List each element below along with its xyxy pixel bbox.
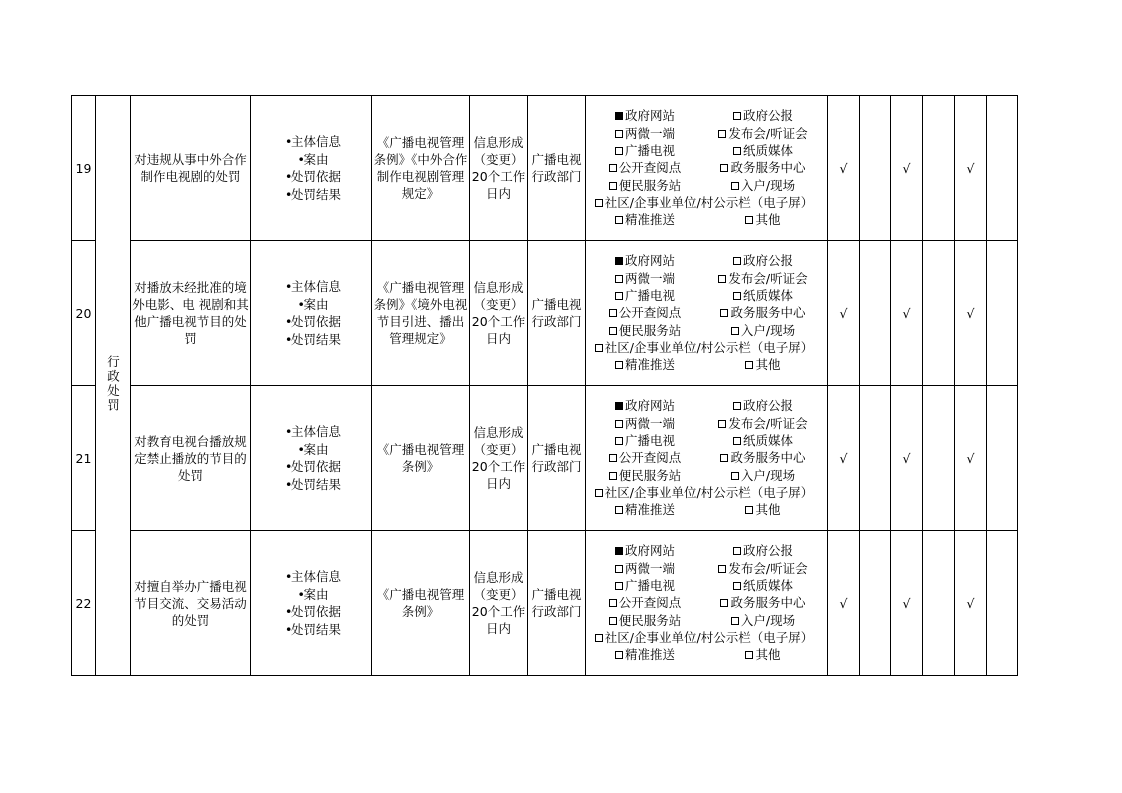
table-row: [72, 386, 1018, 531]
channel-option: [704, 125, 822, 142]
tick-cell: √: [891, 531, 923, 676]
channel-option-label: 政府网站: [624, 108, 675, 124]
table-body: [72, 96, 1018, 676]
content-cell: [251, 96, 372, 241]
content-list-item: [255, 603, 371, 621]
matter-cell: 对教育电视台播放规定禁止播放的节目的处罚: [131, 386, 251, 531]
content-cell: [251, 241, 372, 386]
channel-option: [586, 159, 704, 176]
basis-cell: 《广播电视管理条例》《中外合作制作电视剧管理规定》: [372, 96, 470, 241]
bullet-icon: •: [284, 134, 293, 149]
channel-cell: [586, 386, 828, 531]
channel-cell: [586, 531, 828, 676]
unchecked-box-icon: [615, 292, 623, 300]
unchecked-box-icon: [718, 565, 726, 573]
channel-option: [586, 484, 822, 501]
content-item-label: 处罚结果: [290, 186, 341, 202]
channel-option: [704, 177, 822, 194]
channel-option: [586, 177, 704, 194]
channel-option: [704, 397, 822, 414]
row-number-cell: 22: [72, 531, 96, 676]
content-list-item: [255, 423, 371, 441]
content-list-item: [255, 168, 371, 186]
channel-option-label: 社区/企事业单位/村公示栏（电子屏）: [604, 484, 814, 500]
channel-option: [704, 211, 822, 228]
channel-option-label: 广播电视: [624, 288, 675, 304]
content-list-item: [255, 313, 371, 331]
unchecked-box-icon: [733, 257, 741, 265]
time-limit-cell: 信息形成（变更）20个工作日内: [470, 531, 528, 676]
channel-option-label: 公开查阅点: [618, 305, 682, 321]
unchecked-box-icon: [615, 582, 623, 590]
content-list-item: [255, 568, 371, 586]
table-row: [72, 241, 1018, 386]
channel-option: [704, 322, 822, 339]
content-item-label: 处罚结果: [290, 331, 341, 347]
bullet-icon: •: [297, 296, 305, 312]
content-list-item: [255, 296, 371, 314]
channel-option: [586, 270, 704, 287]
channel-option: [704, 577, 822, 594]
channel-option: [586, 356, 704, 373]
channel-option-label: 发布会/听证会: [728, 125, 808, 141]
tick-cell: √: [955, 241, 987, 386]
content-list: [251, 423, 371, 493]
unchecked-box-icon: [745, 651, 753, 659]
channel-option: [704, 304, 822, 321]
unchecked-box-icon: [595, 489, 603, 497]
content-list-item: [255, 133, 371, 151]
unchecked-box-icon: [720, 599, 728, 607]
unchecked-box-icon: [731, 472, 739, 480]
content-list-item: [255, 186, 371, 204]
tick-cell: [923, 531, 955, 676]
bullet-icon: •: [284, 279, 293, 294]
channel-option: [704, 356, 822, 373]
content-list-item: [255, 331, 371, 349]
unchecked-box-icon: [615, 147, 623, 155]
channel-option: [704, 612, 822, 629]
row-number-cell: 20: [72, 241, 96, 386]
channel-option: [586, 339, 822, 356]
channel-option: [586, 629, 822, 646]
channel-option-label: 便民服务站: [618, 177, 682, 193]
content-item-label: 处罚依据: [290, 314, 341, 329]
unchecked-box-icon: [615, 565, 623, 573]
content-item-label: 处罚结果: [290, 476, 341, 492]
tick-cell: √: [891, 386, 923, 531]
channel-option: [586, 577, 704, 594]
channel-option: [586, 107, 704, 124]
tick-cell: √: [828, 96, 860, 241]
content-item-label: 案由: [303, 441, 329, 457]
channel-option: [586, 594, 704, 611]
tick-cell: [860, 96, 891, 241]
channel-option-label: 广播电视: [624, 433, 675, 449]
channel-option-label: 纸质媒体: [742, 578, 793, 594]
content-list-item: [255, 476, 371, 494]
unchecked-box-icon: [615, 506, 623, 514]
channel-option: [586, 211, 704, 228]
channel-option-label: 纸质媒体: [742, 288, 793, 304]
matter-cell: 对播放未经批准的境外电影、电 视剧和其他广播电视节目的处罚: [131, 241, 251, 386]
channel-option: [586, 432, 704, 449]
unchecked-box-icon: [615, 437, 623, 445]
channel-option-label: 公开查阅点: [618, 595, 682, 611]
channel-options: [586, 107, 827, 228]
unchecked-box-icon: [731, 327, 739, 335]
content-item-label: 主体信息: [290, 424, 341, 439]
channel-option: [704, 159, 822, 176]
content-item-label: 处罚依据: [290, 169, 341, 184]
unchecked-box-icon: [609, 182, 617, 190]
channel-option-label: 广播电视: [624, 143, 675, 159]
channel-option: [704, 467, 822, 484]
unchecked-box-icon: [615, 420, 623, 428]
channel-option: [586, 397, 704, 414]
channel-option-label: 广播电视: [624, 578, 675, 594]
channel-option-label: 政府公报: [742, 108, 793, 124]
tick-cell: [987, 386, 1018, 531]
channel-option-label: 纸质媒体: [742, 143, 793, 159]
unchecked-box-icon: [745, 216, 753, 224]
channel-option-label: 精准推送: [624, 212, 675, 228]
channel-option-label: 政府公报: [742, 398, 793, 414]
category-cell: [96, 96, 131, 676]
checked-box-icon: [615, 257, 623, 265]
time-limit-cell: 信息形成（变更）20个工作日内: [470, 96, 528, 241]
channel-options: [586, 252, 827, 373]
channel-option: [586, 125, 704, 142]
row-number-cell: 19: [72, 96, 96, 241]
bullet-icon: •: [284, 604, 293, 619]
content-item-label: 处罚依据: [290, 459, 341, 474]
content-item-label: 案由: [303, 586, 329, 602]
tick-cell: [987, 241, 1018, 386]
bullet-icon: •: [284, 476, 293, 492]
tick-cell: √: [891, 241, 923, 386]
channel-option: [586, 142, 704, 159]
channel-cell: [586, 96, 828, 241]
channel-option-label: 政务服务中心: [730, 305, 806, 321]
unchecked-box-icon: [733, 112, 741, 120]
channel-option: [586, 194, 822, 211]
channel-option: [586, 542, 704, 559]
unchecked-box-icon: [731, 182, 739, 190]
matter-cell: 对违规从事中外合作制作电视剧的处罚: [131, 96, 251, 241]
channel-option-label: 纸质媒体: [742, 433, 793, 449]
matter-cell: 对擅自举办广播电视节目交流、交易活动的处罚: [131, 531, 251, 676]
unchecked-box-icon: [595, 344, 603, 352]
channel-option: [586, 304, 704, 321]
content-cell: [251, 531, 372, 676]
channel-option-label: 政府网站: [624, 253, 675, 269]
bullet-icon: •: [284, 621, 293, 637]
subject-cell: 广播电视行政部门: [528, 241, 586, 386]
content-list: [251, 568, 371, 638]
channel-option: [704, 252, 822, 269]
channel-option-label: 其他: [755, 212, 781, 228]
channel-option: [586, 449, 704, 466]
channel-options: [586, 397, 827, 518]
unchecked-box-icon: [745, 361, 753, 369]
channel-option: [704, 432, 822, 449]
basis-cell: 《广播电视管理条例》: [372, 531, 470, 676]
checked-box-icon: [615, 402, 623, 410]
channel-option-label: 精准推送: [624, 502, 675, 518]
channel-option: [704, 107, 822, 124]
channel-option-label: 发布会/听证会: [728, 415, 808, 431]
channel-option: [704, 415, 822, 432]
channel-option-label: 其他: [755, 647, 781, 663]
channel-options: [586, 542, 827, 663]
bullet-icon: •: [284, 569, 293, 584]
tick-cell: [860, 241, 891, 386]
unchecked-box-icon: [609, 599, 617, 607]
channel-option-label: 便民服务站: [618, 467, 682, 483]
channel-option-label: 公开查阅点: [618, 160, 682, 176]
channel-option-label: 便民服务站: [618, 322, 682, 338]
channel-option: [704, 501, 822, 518]
content-list-item: [255, 458, 371, 476]
content-item-label: 案由: [303, 151, 329, 167]
bullet-icon: •: [284, 186, 293, 202]
channel-option-label: 政府公报: [742, 543, 793, 559]
channel-option: [704, 560, 822, 577]
unchecked-box-icon: [609, 617, 617, 625]
content-list-item: [255, 278, 371, 296]
channel-option-label: 政务服务中心: [730, 160, 806, 176]
channel-option: [704, 449, 822, 466]
checked-box-icon: [615, 112, 623, 120]
unchecked-box-icon: [720, 454, 728, 462]
unchecked-box-icon: [745, 506, 753, 514]
bullet-icon: •: [284, 169, 293, 184]
channel-option: [586, 560, 704, 577]
content-item-label: 主体信息: [290, 569, 341, 584]
unchecked-box-icon: [609, 309, 617, 317]
unchecked-box-icon: [615, 216, 623, 224]
channel-option-label: 入户/现场: [740, 322, 796, 338]
content-item-label: 处罚结果: [290, 621, 341, 637]
subject-cell: 广播电视行政部门: [528, 531, 586, 676]
unchecked-box-icon: [731, 617, 739, 625]
unchecked-box-icon: [733, 292, 741, 300]
channel-option-label: 政府网站: [624, 398, 675, 414]
bullet-icon: •: [297, 151, 305, 167]
channel-option: [586, 287, 704, 304]
channel-option: [586, 501, 704, 518]
content-item-label: 处罚依据: [290, 604, 341, 619]
tick-cell: √: [955, 531, 987, 676]
unchecked-box-icon: [609, 454, 617, 462]
unchecked-box-icon: [733, 582, 741, 590]
channel-option-label: 发布会/听证会: [728, 270, 808, 286]
channel-option: [586, 646, 704, 663]
channel-option-label: 公开查阅点: [618, 450, 682, 466]
channel-option: [704, 142, 822, 159]
tick-cell: √: [891, 96, 923, 241]
channel-option-label: 社区/企事业单位/村公示栏（电子屏）: [604, 194, 814, 210]
tick-cell: [923, 241, 955, 386]
content-list-item: [255, 586, 371, 604]
channel-option: [586, 467, 704, 484]
channel-option-label: 两微一端: [624, 270, 675, 286]
unchecked-box-icon: [720, 164, 728, 172]
channel-option: [586, 612, 704, 629]
content-list-item: [255, 441, 371, 459]
checked-box-icon: [615, 547, 623, 555]
unchecked-box-icon: [733, 547, 741, 555]
unchecked-box-icon: [609, 472, 617, 480]
unchecked-box-icon: [718, 275, 726, 283]
tick-cell: √: [828, 386, 860, 531]
channel-option-label: 两微一端: [624, 125, 675, 141]
time-limit-cell: 信息形成（变更）20个工作日内: [470, 386, 528, 531]
channel-option: [704, 287, 822, 304]
unchecked-box-icon: [595, 199, 603, 207]
content-cell: [251, 386, 372, 531]
tick-cell: √: [955, 386, 987, 531]
content-item-label: 案由: [303, 296, 329, 312]
bullet-icon: •: [284, 459, 293, 474]
table-row: [72, 96, 1018, 241]
basis-cell: 《广播电视管理条例》: [372, 386, 470, 531]
channel-option: [704, 594, 822, 611]
table-row: [72, 531, 1018, 676]
channel-option-label: 社区/企事业单位/村公示栏（电子屏）: [604, 339, 814, 355]
tick-cell: [860, 531, 891, 676]
unchecked-box-icon: [615, 275, 623, 283]
tick-cell: √: [828, 241, 860, 386]
unchecked-box-icon: [615, 130, 623, 138]
channel-option: [704, 270, 822, 287]
channel-option-label: 入户/现场: [740, 467, 796, 483]
channel-option: [586, 322, 704, 339]
unchecked-box-icon: [609, 327, 617, 335]
content-item-label: 主体信息: [290, 134, 341, 149]
tick-cell: √: [955, 96, 987, 241]
channel-option-label: 其他: [755, 357, 781, 373]
channel-option-label: 入户/现场: [740, 612, 796, 628]
content-list-item: [255, 621, 371, 639]
unchecked-box-icon: [615, 361, 623, 369]
channel-option-label: 政务服务中心: [730, 595, 806, 611]
channel-option-label: 入户/现场: [740, 177, 796, 193]
content-list: [251, 133, 371, 203]
unchecked-box-icon: [718, 130, 726, 138]
channel-option: [586, 415, 704, 432]
subject-cell: 广播电视行政部门: [528, 96, 586, 241]
unchecked-box-icon: [720, 309, 728, 317]
unchecked-box-icon: [718, 420, 726, 428]
channel-option-label: 政府网站: [624, 543, 675, 559]
unchecked-box-icon: [733, 437, 741, 445]
channel-option-label: 便民服务站: [618, 612, 682, 628]
channel-option-label: 精准推送: [624, 647, 675, 663]
tick-cell: [923, 386, 955, 531]
disclosure-table: [71, 95, 1018, 676]
channel-option-label: 发布会/听证会: [728, 560, 808, 576]
content-list: [251, 278, 371, 348]
channel-option: [704, 646, 822, 663]
content-list-item: [255, 151, 371, 169]
row-number-cell: 21: [72, 386, 96, 531]
content-item-label: 主体信息: [290, 279, 341, 294]
channel-option-label: 其他: [755, 502, 781, 518]
unchecked-box-icon: [615, 651, 623, 659]
tick-cell: [987, 531, 1018, 676]
tick-cell: [923, 96, 955, 241]
bullet-icon: •: [284, 331, 293, 347]
channel-option-label: 两微一端: [624, 560, 675, 576]
channel-option: [586, 252, 704, 269]
bullet-icon: •: [297, 586, 305, 602]
unchecked-box-icon: [733, 402, 741, 410]
tick-cell: √: [828, 531, 860, 676]
tick-cell: [987, 96, 1018, 241]
bullet-icon: •: [284, 424, 293, 439]
subject-cell: 广播电视行政部门: [528, 386, 586, 531]
tick-cell: [860, 386, 891, 531]
bullet-icon: •: [297, 441, 305, 457]
channel-cell: [586, 241, 828, 386]
unchecked-box-icon: [733, 147, 741, 155]
category-label: 行政处罚: [105, 354, 121, 413]
time-limit-cell: 信息形成（变更）20个工作日内: [470, 241, 528, 386]
unchecked-box-icon: [595, 634, 603, 642]
channel-option-label: 政务服务中心: [730, 450, 806, 466]
channel-option-label: 两微一端: [624, 415, 675, 431]
channel-option: [704, 542, 822, 559]
bullet-icon: •: [284, 314, 293, 329]
channel-option-label: 精准推送: [624, 357, 675, 373]
unchecked-box-icon: [609, 164, 617, 172]
channel-option-label: 政府公报: [742, 253, 793, 269]
basis-cell: 《广播电视管理条例》《境外电视节目引进、播出管理规定》: [372, 241, 470, 386]
channel-option-label: 社区/企事业单位/村公示栏（电子屏）: [604, 629, 814, 645]
